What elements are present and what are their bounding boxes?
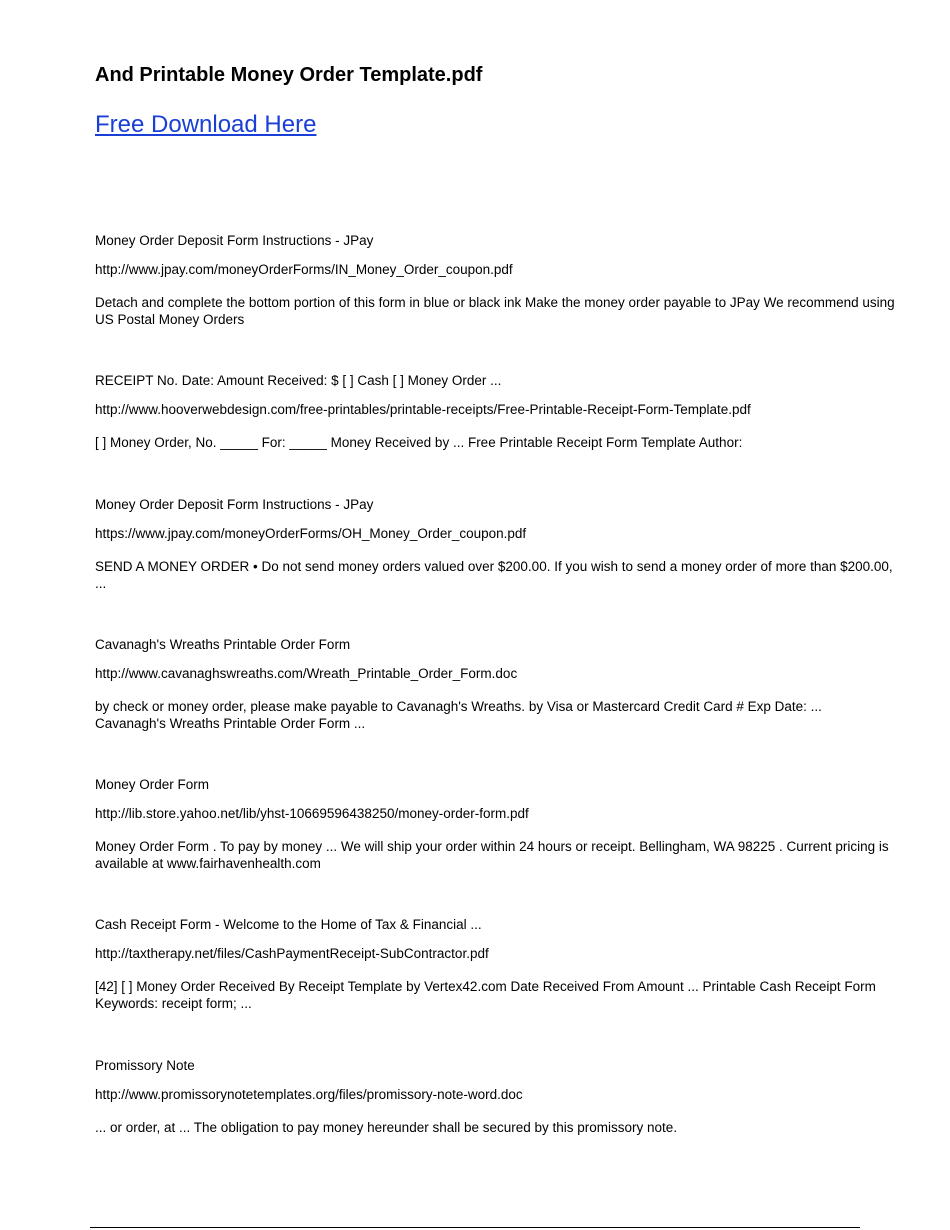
- result-url[interactable]: https://www.jpay.com/moneyOrderForms/OH_Money_Order_coupon.pdf: [95, 526, 527, 541]
- result-snippet: ... or order, at ... The obligation to pay money hereunder shall be secured by this promissory note.: [95, 1120, 678, 1135]
- result-item: [95, 1057, 895, 1136]
- result-title: Money Order Form: [95, 777, 210, 792]
- result-snippet: [42] [ ] Money Order Received By Receipt Template by Vertex42.com Date Received From Amount ... Printable Cash Receipt Form Keywords: receipt form; ...: [95, 979, 876, 1011]
- result-item: [95, 496, 895, 592]
- result-title: Money Order Deposit Form Instructions - JPay: [95, 497, 374, 512]
- result-title: Cavanagh's Wreaths Printable Order Form: [95, 637, 351, 652]
- result-item: [95, 372, 895, 451]
- result-url[interactable]: http://lib.store.yahoo.net/lib/yhst-10669596438250/money-order-form.pdf: [95, 806, 529, 821]
- free-download-link[interactable]: Free Download Here: [95, 111, 317, 138]
- result-snippet: by check or money order, please make payable to Cavanagh's Wreaths. by Visa or Mastercard Credit Card # Exp Date: ... Cavanagh's Wreaths Printable Order Form ...: [95, 699, 822, 731]
- result-url[interactable]: http://taxtherapy.net/files/CashPaymentReceipt-SubContractor.pdf: [95, 946, 489, 961]
- document-title: And Printable Money Order Template.pdf: [95, 64, 483, 86]
- result-title: Money Order Deposit Form Instructions - JPay: [95, 233, 374, 248]
- result-snippet: SEND A MONEY ORDER • Do not send money orders valued over $200.00. If you wish to send a money order of more than $200.00, ...: [95, 559, 893, 591]
- result-title: Promissory Note: [95, 1058, 195, 1073]
- result-url[interactable]: http://www.cavanaghswreaths.com/Wreath_Printable_Order_Form.doc: [95, 666, 518, 681]
- result-snippet: [ ] Money Order, No. _____ For: _____ Money Received by ... Free Printable Receipt Form Template Author:: [95, 435, 743, 450]
- result-item: [95, 916, 895, 1012]
- result-item: [95, 776, 895, 872]
- result-url[interactable]: http://www.promissorynotetemplates.org/files/promissory-note-word.doc: [95, 1087, 523, 1102]
- result-title: RECEIPT No. Date: Amount Received: $ [ ] Cash [ ] Money Order ...: [95, 373, 502, 388]
- result-title: Cash Receipt Form - Welcome to the Home of Tax & Financial ...: [95, 917, 482, 932]
- result-snippet: Money Order Form . To pay by money ... We will ship your order within 24 hours or receipt. Bellingham, WA 98225 . Current pricing is available at www.fairhavenhealth.com: [95, 839, 889, 871]
- footer-divider: [90, 1227, 860, 1228]
- result-url[interactable]: http://www.hooverwebdesign.com/free-printables/printable-receipts/Free-Printable-Receipt-Form-Template.pdf: [95, 402, 751, 417]
- result-item: [95, 636, 895, 732]
- result-item: [95, 232, 895, 328]
- result-url[interactable]: http://www.jpay.com/moneyOrderForms/IN_Money_Order_coupon.pdf: [95, 262, 513, 277]
- result-snippet: Detach and complete the bottom portion of this form in blue or black ink Make the money order payable to JPay We recommend using US Postal Money Orders: [95, 295, 895, 327]
